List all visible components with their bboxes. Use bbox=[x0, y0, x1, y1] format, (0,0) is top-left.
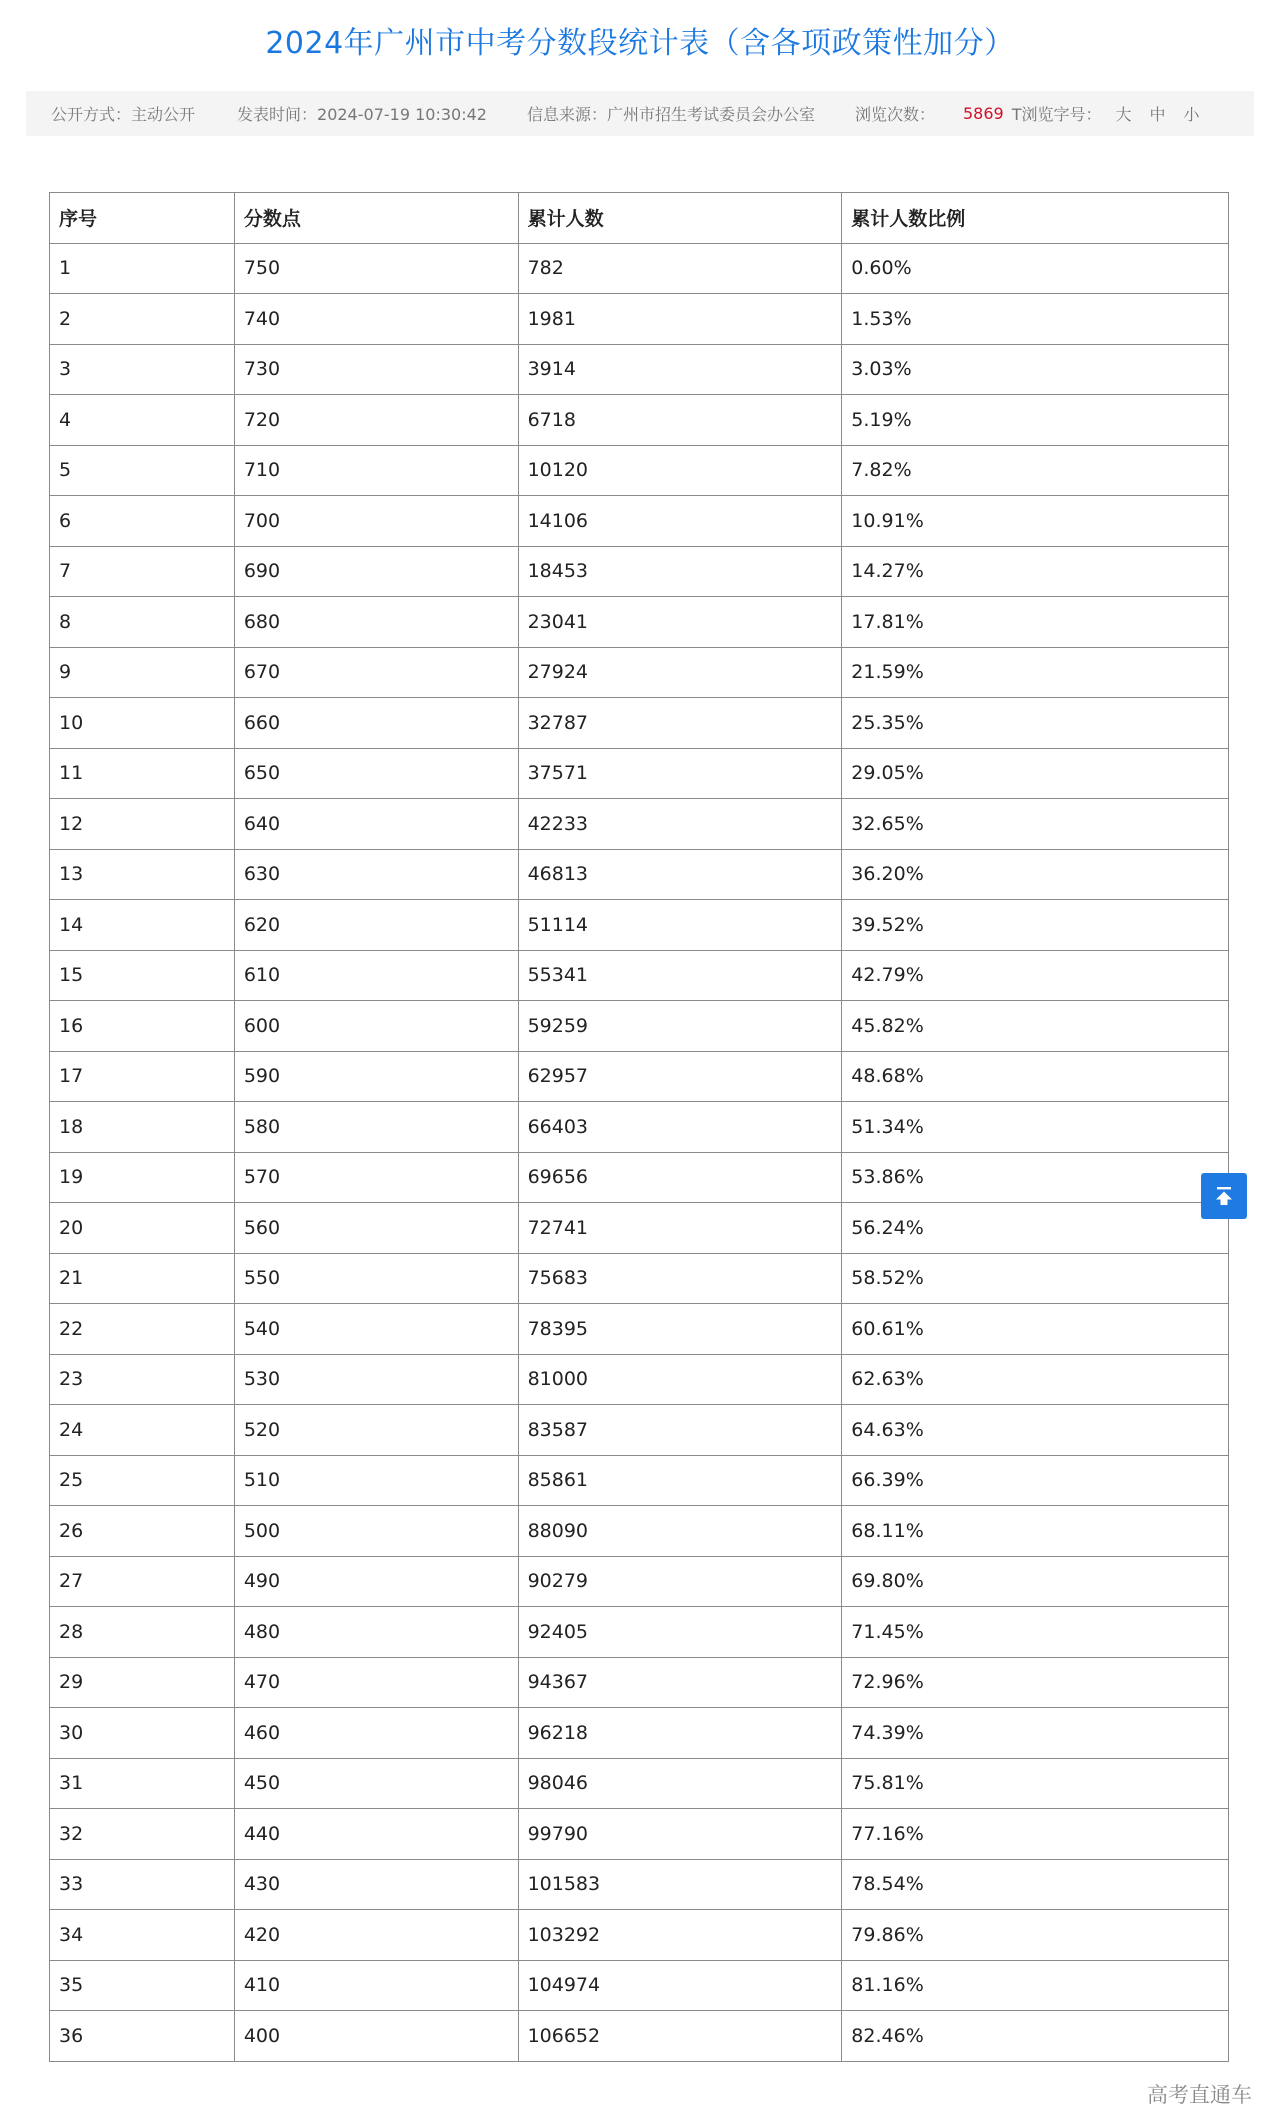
cell-index: 29 bbox=[50, 1657, 235, 1708]
cell-cumulative-ratio: 5.19% bbox=[842, 395, 1229, 446]
cell-cumulative-ratio: 7.82% bbox=[842, 445, 1229, 496]
cell-index: 7 bbox=[50, 546, 235, 597]
cell-index: 25 bbox=[50, 1455, 235, 1506]
cell-score: 610 bbox=[234, 950, 518, 1001]
cell-index: 5 bbox=[50, 445, 235, 496]
cell-score: 490 bbox=[234, 1556, 518, 1607]
table-row bbox=[50, 1203, 1229, 1254]
cell-cumulative-count: 101583 bbox=[518, 1859, 842, 1910]
table-row bbox=[50, 1657, 1229, 1708]
cell-cumulative-count: 14106 bbox=[518, 496, 842, 547]
cell-index: 23 bbox=[50, 1354, 235, 1405]
cell-cumulative-count: 75683 bbox=[518, 1253, 842, 1304]
cell-score: 620 bbox=[234, 900, 518, 951]
cell-cumulative-count: 32787 bbox=[518, 698, 842, 749]
cell-score: 560 bbox=[234, 1203, 518, 1254]
table-row bbox=[50, 748, 1229, 799]
cell-cumulative-count: 96218 bbox=[518, 1708, 842, 1759]
cell-index: 3 bbox=[50, 344, 235, 395]
info-source: 信息来源：广州市招生考试委员会办公室 bbox=[526, 105, 815, 124]
cell-index: 35 bbox=[50, 1960, 235, 2011]
cell-score: 430 bbox=[234, 1859, 518, 1910]
cell-cumulative-count: 46813 bbox=[518, 849, 842, 900]
table-row bbox=[50, 900, 1229, 951]
cell-index: 32 bbox=[50, 1809, 235, 1860]
cell-cumulative-ratio: 53.86% bbox=[842, 1152, 1229, 1203]
table-row bbox=[50, 1304, 1229, 1355]
table-row bbox=[50, 698, 1229, 749]
cell-score: 740 bbox=[234, 294, 518, 345]
cell-score: 460 bbox=[234, 1708, 518, 1759]
publish-time: 发表时间：2024-07-19 10:30:42 bbox=[237, 105, 487, 124]
cell-index: 27 bbox=[50, 1556, 235, 1607]
cell-cumulative-count: 3914 bbox=[518, 344, 842, 395]
table-row bbox=[50, 597, 1229, 648]
table-row bbox=[50, 546, 1229, 597]
font-size-label: T浏览字号： bbox=[1011, 105, 1102, 124]
page-title: 2024年广州市中考分数段统计表（含各项政策性加分） bbox=[265, 26, 1015, 61]
cell-cumulative-ratio: 51.34% bbox=[842, 1102, 1229, 1153]
cell-score: 470 bbox=[234, 1657, 518, 1708]
cell-score: 550 bbox=[234, 1253, 518, 1304]
font-size-small[interactable]: 小 bbox=[1183, 105, 1200, 124]
cell-index: 9 bbox=[50, 647, 235, 698]
cell-cumulative-ratio: 75.81% bbox=[842, 1758, 1229, 1809]
cell-score: 650 bbox=[234, 748, 518, 799]
cell-score: 640 bbox=[234, 799, 518, 850]
table-row bbox=[50, 647, 1229, 698]
cell-cumulative-ratio: 3.03% bbox=[842, 344, 1229, 395]
cell-cumulative-ratio: 64.63% bbox=[842, 1405, 1229, 1456]
cell-cumulative-count: 6718 bbox=[518, 395, 842, 446]
cell-score: 600 bbox=[234, 1001, 518, 1052]
cell-index: 8 bbox=[50, 597, 235, 648]
cell-cumulative-count: 23041 bbox=[518, 597, 842, 648]
cell-score: 520 bbox=[234, 1405, 518, 1456]
cell-cumulative-count: 18453 bbox=[518, 546, 842, 597]
cell-score: 580 bbox=[234, 1102, 518, 1153]
cell-score: 700 bbox=[234, 496, 518, 547]
cell-cumulative-count: 10120 bbox=[518, 445, 842, 496]
cell-cumulative-count: 88090 bbox=[518, 1506, 842, 1557]
table-row bbox=[50, 1253, 1229, 1304]
cell-cumulative-ratio: 78.54% bbox=[842, 1859, 1229, 1910]
cell-cumulative-count: 92405 bbox=[518, 1607, 842, 1658]
cell-score: 450 bbox=[234, 1758, 518, 1809]
cell-cumulative-count: 66403 bbox=[518, 1102, 842, 1153]
header-cumulative-count: 累计人数 bbox=[518, 193, 842, 244]
cell-index: 34 bbox=[50, 1910, 235, 1961]
cell-cumulative-ratio: 36.20% bbox=[842, 849, 1229, 900]
cell-cumulative-ratio: 39.52% bbox=[842, 900, 1229, 951]
cell-score: 680 bbox=[234, 597, 518, 648]
cell-score: 630 bbox=[234, 849, 518, 900]
cell-index: 10 bbox=[50, 698, 235, 749]
table-row bbox=[50, 1001, 1229, 1052]
cell-cumulative-ratio: 1.53% bbox=[842, 294, 1229, 345]
cell-score: 500 bbox=[234, 1506, 518, 1557]
cell-cumulative-ratio: 21.59% bbox=[842, 647, 1229, 698]
font-size-large[interactable]: 大 bbox=[1115, 105, 1132, 124]
cell-cumulative-ratio: 29.05% bbox=[842, 748, 1229, 799]
cell-score: 690 bbox=[234, 546, 518, 597]
table-row bbox=[50, 1506, 1229, 1557]
cell-index: 31 bbox=[50, 1758, 235, 1809]
cell-cumulative-count: 83587 bbox=[518, 1405, 842, 1456]
cell-score: 410 bbox=[234, 1960, 518, 2011]
cell-cumulative-count: 99790 bbox=[518, 1809, 842, 1860]
cell-score: 440 bbox=[234, 1809, 518, 1860]
cell-index: 11 bbox=[50, 748, 235, 799]
cell-score: 540 bbox=[234, 1304, 518, 1355]
cell-cumulative-ratio: 48.68% bbox=[842, 1051, 1229, 1102]
table-row bbox=[50, 1809, 1229, 1860]
font-size-medium[interactable]: 中 bbox=[1149, 105, 1166, 124]
cell-cumulative-ratio: 32.65% bbox=[842, 799, 1229, 850]
score-distribution-table bbox=[49, 192, 1229, 2062]
cell-cumulative-ratio: 58.52% bbox=[842, 1253, 1229, 1304]
table-row bbox=[50, 1556, 1229, 1607]
table-row bbox=[50, 1405, 1229, 1456]
arrow-up-to-top-icon bbox=[1201, 1173, 1247, 1219]
table-row bbox=[50, 1708, 1229, 1759]
cell-cumulative-ratio: 45.82% bbox=[842, 1001, 1229, 1052]
table-row bbox=[50, 1607, 1229, 1658]
cell-cumulative-count: 51114 bbox=[518, 900, 842, 951]
cell-cumulative-ratio: 72.96% bbox=[842, 1657, 1229, 1708]
cell-index: 2 bbox=[50, 294, 235, 345]
cell-cumulative-count: 104974 bbox=[518, 1960, 842, 2011]
cell-score: 750 bbox=[234, 243, 518, 294]
cell-cumulative-ratio: 17.81% bbox=[842, 597, 1229, 648]
cell-cumulative-count: 85861 bbox=[518, 1455, 842, 1506]
cell-cumulative-count: 59259 bbox=[518, 1001, 842, 1052]
cell-cumulative-count: 72741 bbox=[518, 1203, 842, 1254]
cell-score: 510 bbox=[234, 1455, 518, 1506]
cell-cumulative-count: 37571 bbox=[518, 748, 842, 799]
cell-cumulative-count: 94367 bbox=[518, 1657, 842, 1708]
cell-cumulative-ratio: 25.35% bbox=[842, 698, 1229, 749]
table-row bbox=[50, 1455, 1229, 1506]
cell-index: 6 bbox=[50, 496, 235, 547]
cell-cumulative-ratio: 82.46% bbox=[842, 2011, 1229, 2062]
cell-cumulative-count: 55341 bbox=[518, 950, 842, 1001]
back-to-top-button[interactable] bbox=[1201, 1173, 1247, 1219]
table-row bbox=[50, 849, 1229, 900]
cell-index: 12 bbox=[50, 799, 235, 850]
table-header-row bbox=[50, 193, 1229, 244]
cell-cumulative-ratio: 77.16% bbox=[842, 1809, 1229, 1860]
cell-cumulative-ratio: 0.60% bbox=[842, 243, 1229, 294]
table-row bbox=[50, 1152, 1229, 1203]
cell-score: 530 bbox=[234, 1354, 518, 1405]
cell-cumulative-count: 81000 bbox=[518, 1354, 842, 1405]
cell-cumulative-ratio: 42.79% bbox=[842, 950, 1229, 1001]
cell-index: 17 bbox=[50, 1051, 235, 1102]
cell-score: 710 bbox=[234, 445, 518, 496]
table-row bbox=[50, 1910, 1229, 1961]
cell-cumulative-ratio: 56.24% bbox=[842, 1203, 1229, 1254]
cell-cumulative-ratio: 68.11% bbox=[842, 1506, 1229, 1557]
cell-index: 19 bbox=[50, 1152, 235, 1203]
table-row bbox=[50, 1354, 1229, 1405]
header-cumulative-ratio: 累计人数比例 bbox=[842, 193, 1229, 244]
cell-index: 24 bbox=[50, 1405, 235, 1456]
table-row bbox=[50, 395, 1229, 446]
cell-index: 33 bbox=[50, 1859, 235, 1910]
cell-score: 730 bbox=[234, 344, 518, 395]
table-row bbox=[50, 496, 1229, 547]
cell-score: 590 bbox=[234, 1051, 518, 1102]
cell-cumulative-ratio: 81.16% bbox=[842, 1960, 1229, 2011]
cell-index: 16 bbox=[50, 1001, 235, 1052]
cell-cumulative-count: 103292 bbox=[518, 1910, 842, 1961]
table-row bbox=[50, 294, 1229, 345]
cell-cumulative-ratio: 60.61% bbox=[842, 1304, 1229, 1355]
cell-score: 480 bbox=[234, 1607, 518, 1658]
cell-cumulative-ratio: 62.63% bbox=[842, 1354, 1229, 1405]
cell-cumulative-count: 27924 bbox=[518, 647, 842, 698]
cell-cumulative-count: 42233 bbox=[518, 799, 842, 850]
cell-index: 13 bbox=[50, 849, 235, 900]
table-row bbox=[50, 950, 1229, 1001]
cell-cumulative-ratio: 79.86% bbox=[842, 1910, 1229, 1961]
cell-score: 720 bbox=[234, 395, 518, 446]
views-label: 浏览次数： bbox=[854, 105, 935, 124]
table-row bbox=[50, 1758, 1229, 1809]
cell-cumulative-count: 782 bbox=[518, 243, 842, 294]
cell-score: 400 bbox=[234, 2011, 518, 2062]
cell-index: 14 bbox=[50, 900, 235, 951]
cell-cumulative-ratio: 10.91% bbox=[842, 496, 1229, 547]
cell-cumulative-count: 106652 bbox=[518, 2011, 842, 2062]
cell-cumulative-ratio: 74.39% bbox=[842, 1708, 1229, 1759]
cell-score: 570 bbox=[234, 1152, 518, 1203]
table-row bbox=[50, 243, 1229, 294]
cell-score: 670 bbox=[234, 647, 518, 698]
cell-cumulative-count: 1981 bbox=[518, 294, 842, 345]
cell-score: 420 bbox=[234, 1910, 518, 1961]
cell-index: 4 bbox=[50, 395, 235, 446]
cell-index: 26 bbox=[50, 1506, 235, 1557]
table-row bbox=[50, 1859, 1229, 1910]
cell-index: 20 bbox=[50, 1203, 235, 1254]
table-row bbox=[50, 445, 1229, 496]
cell-cumulative-count: 90279 bbox=[518, 1556, 842, 1607]
cell-index: 30 bbox=[50, 1708, 235, 1759]
cell-index: 22 bbox=[50, 1304, 235, 1355]
table-row bbox=[50, 799, 1229, 850]
table-row bbox=[50, 2011, 1229, 2062]
table-body bbox=[50, 243, 1229, 2061]
watermark-text: 高考直通车 bbox=[1147, 2083, 1252, 2107]
table-row bbox=[50, 1051, 1229, 1102]
cell-cumulative-ratio: 71.45% bbox=[842, 1607, 1229, 1658]
cell-cumulative-ratio: 14.27% bbox=[842, 546, 1229, 597]
cell-index: 36 bbox=[50, 2011, 235, 2062]
table-row bbox=[50, 1102, 1229, 1153]
cell-index: 1 bbox=[50, 243, 235, 294]
cell-cumulative-count: 69656 bbox=[518, 1152, 842, 1203]
header-score: 分数点 bbox=[234, 193, 518, 244]
header-index: 序号 bbox=[50, 193, 235, 244]
cell-index: 28 bbox=[50, 1607, 235, 1658]
cell-cumulative-ratio: 66.39% bbox=[842, 1455, 1229, 1506]
article-meta-bar bbox=[26, 91, 1254, 136]
publicity-mode: 公开方式：主动公开 bbox=[51, 105, 196, 124]
cell-index: 15 bbox=[50, 950, 235, 1001]
views-count: 5869 bbox=[962, 104, 1004, 123]
cell-score: 660 bbox=[234, 698, 518, 749]
cell-cumulative-ratio: 69.80% bbox=[842, 1556, 1229, 1607]
cell-cumulative-count: 78395 bbox=[518, 1304, 842, 1355]
cell-index: 18 bbox=[50, 1102, 235, 1153]
cell-cumulative-count: 62957 bbox=[518, 1051, 842, 1102]
table-row bbox=[50, 344, 1229, 395]
cell-index: 21 bbox=[50, 1253, 235, 1304]
table-row bbox=[50, 1960, 1229, 2011]
cell-cumulative-count: 98046 bbox=[518, 1758, 842, 1809]
